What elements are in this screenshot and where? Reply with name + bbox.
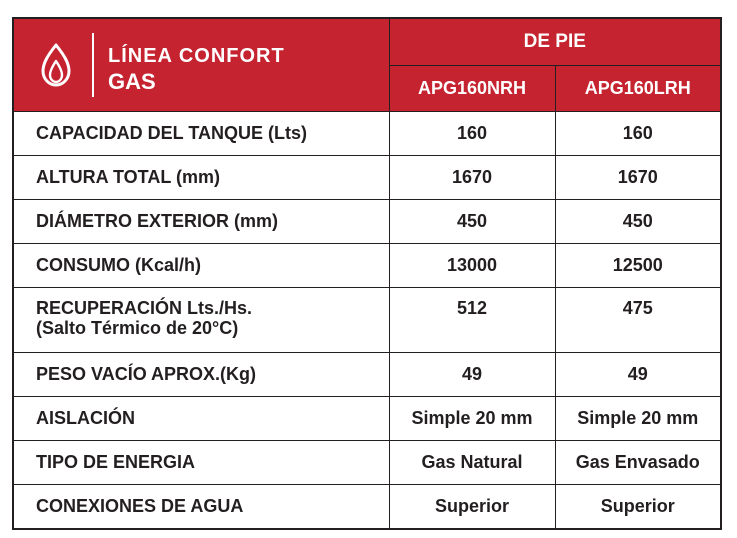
row-label: DIÁMETRO EXTERIOR (mm) bbox=[13, 200, 389, 244]
table-row bbox=[13, 156, 721, 200]
brand-divider bbox=[92, 33, 94, 97]
table-row bbox=[13, 244, 721, 288]
row-label: CAPACIDAD DEL TANQUE (Lts) bbox=[13, 112, 389, 156]
row-value-2: 12500 bbox=[555, 244, 721, 288]
row-value-2: Superior bbox=[555, 485, 721, 530]
row-value-1: 512 bbox=[389, 288, 555, 353]
brand-subtitle: GAS bbox=[108, 69, 156, 94]
spec-table bbox=[12, 17, 722, 530]
row-value-1: Simple 20 mm bbox=[389, 397, 555, 441]
group-header: DE PIE bbox=[389, 18, 721, 65]
row-value-1: 49 bbox=[389, 353, 555, 397]
row-value-2: 450 bbox=[555, 200, 721, 244]
row-value-2: 49 bbox=[555, 353, 721, 397]
row-label: TIPO DE ENERGIA bbox=[13, 441, 389, 485]
model-header-2: APG160LRH bbox=[555, 65, 721, 112]
row-label: ALTURA TOTAL (mm) bbox=[13, 156, 389, 200]
row-value-1: Gas Natural bbox=[389, 441, 555, 485]
row-label: PESO VACÍO APROX.(Kg) bbox=[13, 353, 389, 397]
row-label bbox=[13, 288, 389, 353]
row-value-1: 160 bbox=[389, 112, 555, 156]
table-row bbox=[13, 485, 721, 530]
row-value-1: 450 bbox=[389, 200, 555, 244]
row-label-line1: RECUPERACIÓN Lts./Hs. bbox=[36, 298, 253, 318]
table-row bbox=[13, 200, 721, 244]
row-value-1: 1670 bbox=[389, 156, 555, 200]
row-label-line2: (Salto Térmico de 20°C) bbox=[36, 318, 239, 338]
row-value-2: Simple 20 mm bbox=[555, 397, 721, 441]
brand-title: LÍNEA CONFORT bbox=[108, 45, 285, 67]
table-row bbox=[13, 397, 721, 441]
row-value-2: Gas Envasado bbox=[555, 441, 721, 485]
table-row bbox=[13, 441, 721, 485]
table-row bbox=[13, 112, 721, 156]
row-value-2: 1670 bbox=[555, 156, 721, 200]
row-value-1: Superior bbox=[389, 485, 555, 530]
row-label: AISLACIÓN bbox=[13, 397, 389, 441]
header-row-1 bbox=[13, 18, 721, 65]
table-row bbox=[13, 353, 721, 397]
row-label: CONSUMO (Kcal/h) bbox=[13, 244, 389, 288]
brand-cell bbox=[13, 18, 389, 112]
model-header-1: APG160NRH bbox=[389, 65, 555, 112]
row-value-2: 475 bbox=[555, 288, 721, 353]
flame-icon bbox=[41, 43, 71, 87]
table-row bbox=[13, 288, 721, 353]
row-value-1: 13000 bbox=[389, 244, 555, 288]
row-value-2: 160 bbox=[555, 112, 721, 156]
row-label: CONEXIONES DE AGUA bbox=[13, 485, 389, 530]
